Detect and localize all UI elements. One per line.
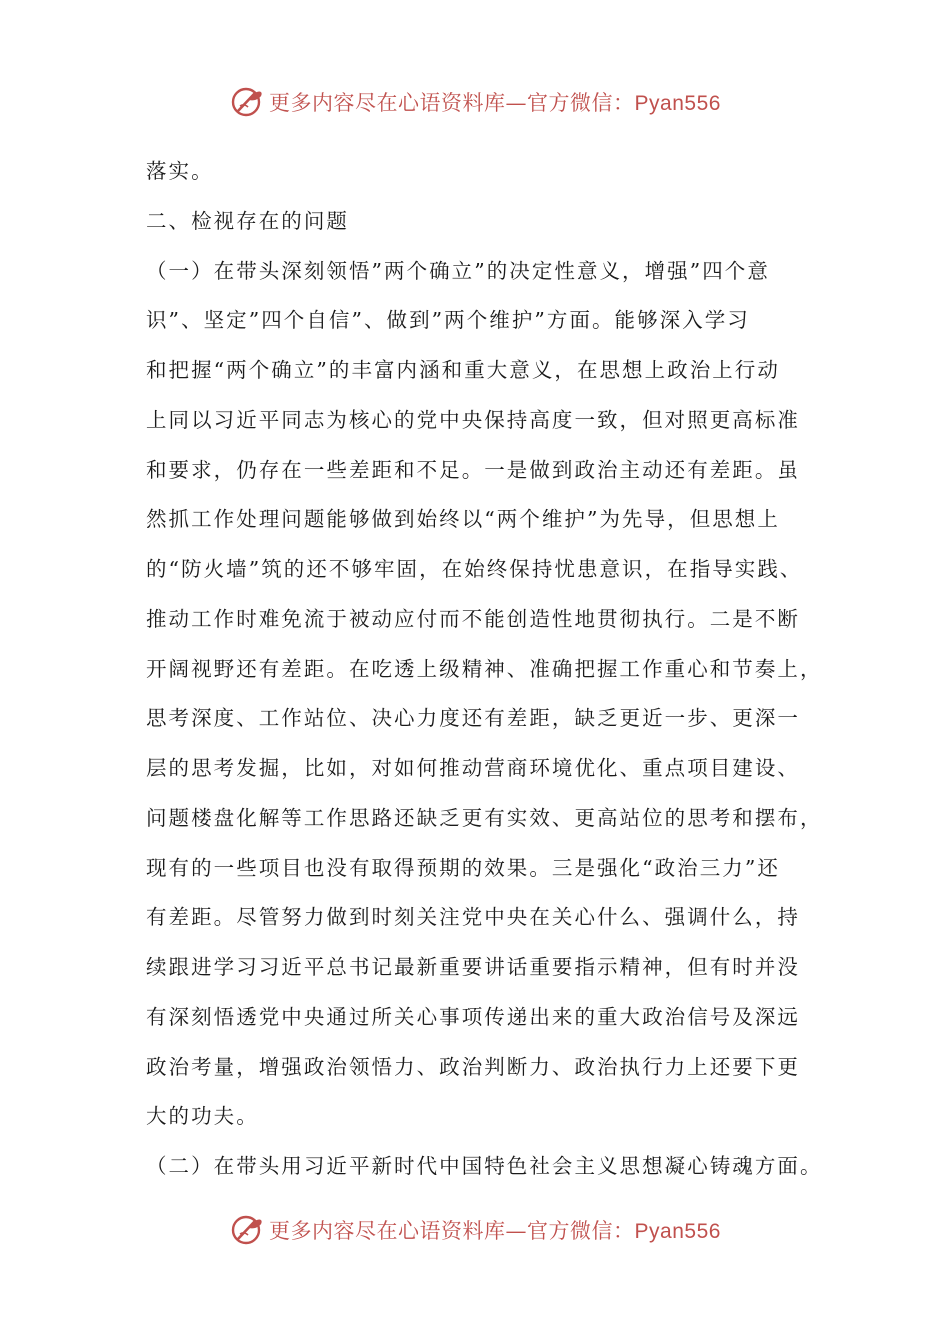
watermark-text: 更多内容尽在心语资料库—官方微信：Pyan556 [269,1219,721,1243]
text-line: 落实。 [146,159,214,183]
text-line: 识”、坚定”四个自信”、做到”两个维护”方面。能够深入学习 [146,308,750,333]
text-line: 开阔视野还有差距。在吃透上级精神、准确把握工作重心和节奏上， [146,656,823,681]
text-line: （一）在带头深刻领悟”两个确立”的决定性意义，增强”四个意 [146,258,770,283]
text-line: 政治考量，增强政治领悟力、政治判断力、政治执行力上还要下更 [146,1054,800,1079]
text-line: （二）在带头用习近平新时代中国特色社会主义思想凝心铸魂方面。 [146,1154,823,1178]
text-line: 思考深度、工作站位、决心力度还有差距，缺乏更近一步、更深一 [146,706,800,731]
watermark-banner-bottom [0,1208,950,1252]
wechat-id: Pyan556 [634,1220,721,1243]
text-line: 和把握“两个确立”的丰富内涵和重大意义，在思想上政治上行动 [146,358,780,382]
text-line: 层的思考发掘，比如，对如何推动营商环境优化、重点项目建设、 [146,756,800,780]
text-line: 大的功夫。 [146,1104,259,1129]
watermark-text: 更多内容尽在心语资料库—官方微信：Pyan556 [269,91,721,115]
quill-logo-icon [229,1212,265,1248]
text-line: 续跟进学习习近平总书记最新重要讲话重要指示精神，但有时并没 [146,955,800,979]
document-body [146,147,826,1192]
section-heading: 二、检视存在的问题 [146,208,349,233]
text-line: 问题楼盘化解等工作思路还缺乏更有实效、更高站位的思考和摆布， [146,805,823,830]
watermark-banner-top [0,80,950,124]
text-line: 上同以习近平同志为核心的党中央保持高度一致，但对照更高标准 [146,407,800,432]
text-line: 有深刻悟透党中央通过所关心事项传递出来的重大政治信号及深远 [146,1004,800,1029]
text-line: 然抓工作处理问题能够做到始终以“两个维护”为先导，但思想上 [146,507,780,532]
text-line: 和要求，仍存在一些差距和不足。一是做到政治主动还有差距。虽 [146,457,800,482]
wechat-id: Pyan556 [634,92,721,115]
text-line: 现有的一些项目也没有取得预期的效果。三是强化“政治三力”还 [146,855,780,880]
quill-logo-icon [229,84,265,120]
text-line: 推动工作时难免流于被动应付而不能创造性地贯彻执行。二是不断 [146,606,800,631]
text-line: 的“防火墙”筑的还不够牢固，在始终保持忧患意识，在指导实践、 [146,557,803,581]
text-line: 有差距。尽管努力做到时刻关注党中央在关心什么、强调什么，持 [146,905,800,930]
